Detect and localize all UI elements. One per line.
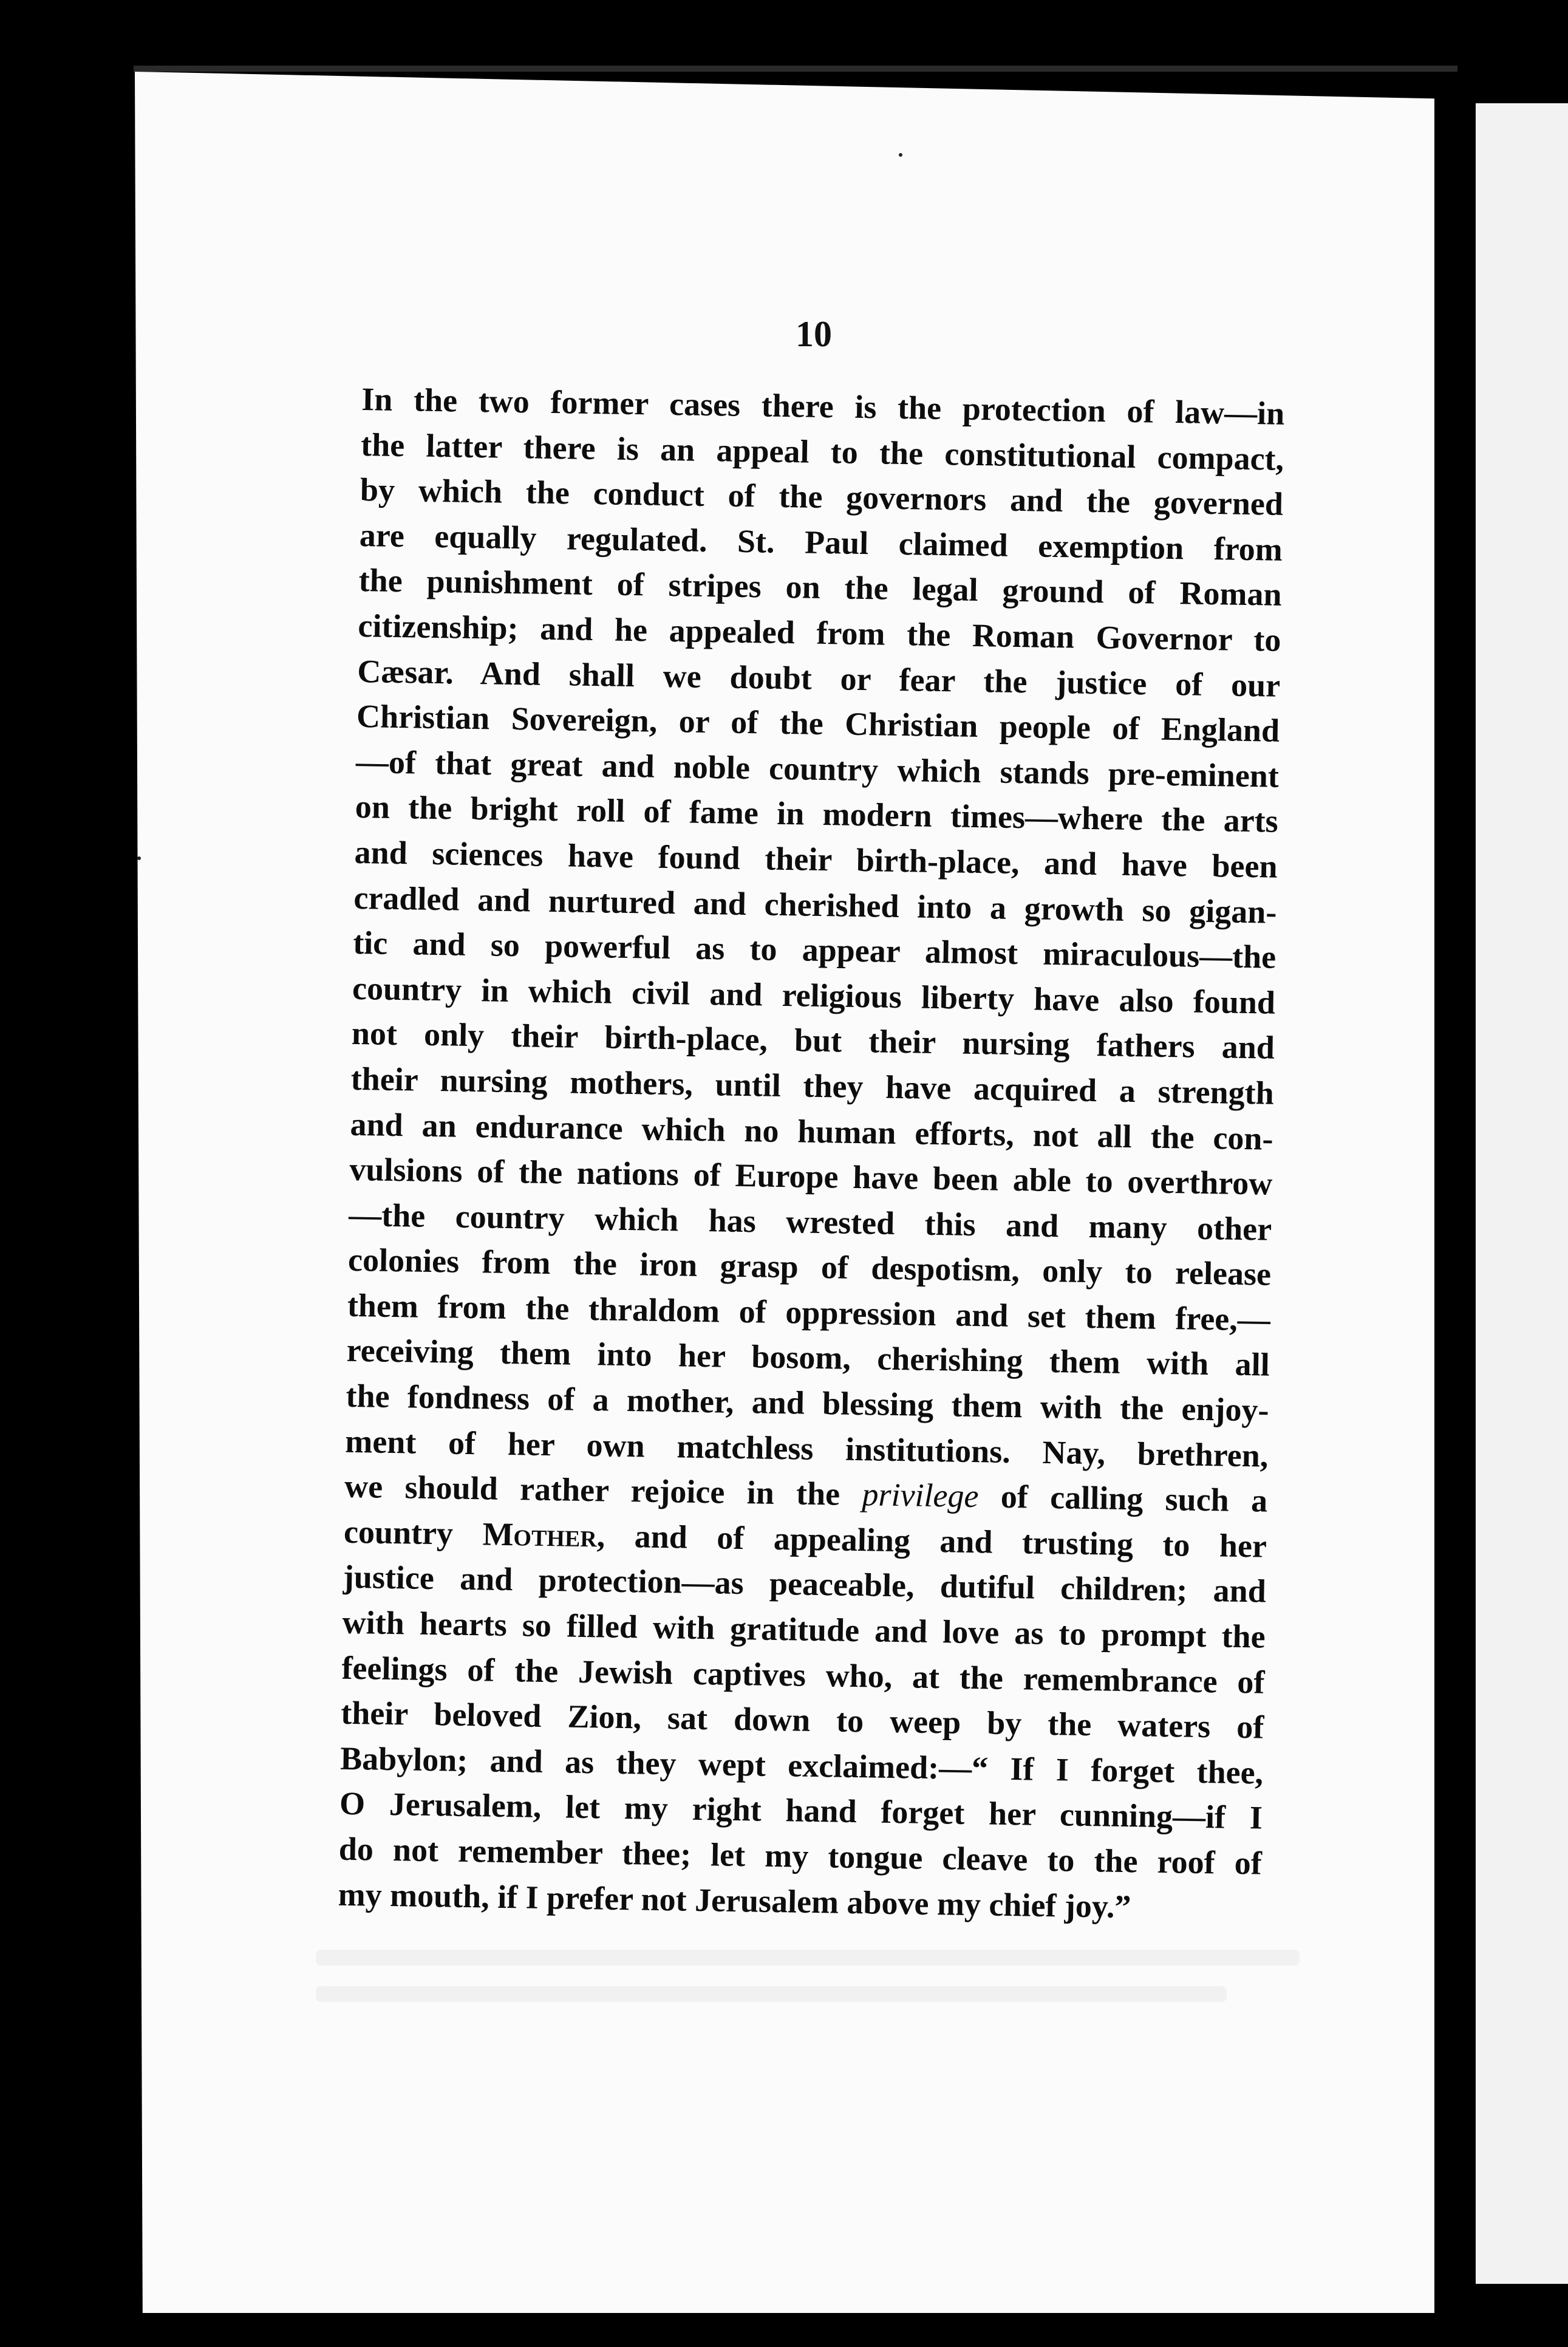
text-line: the latter there is an appeal to the constitutional compact,: [360, 426, 1284, 477]
text-line: and an endurance which no human efforts, not all the con-: [350, 1105, 1273, 1157]
text-line: colonies from the iron grasp of despotism, only to release: [347, 1242, 1272, 1293]
text-line: Christian Sovereign, or of the Christian people of England: [356, 698, 1280, 749]
text-line: do not remember thee; let my tongue cleave to the roof of: [338, 1830, 1263, 1882]
text-line: —the country which has wrested this and many other: [348, 1196, 1272, 1248]
text-line: the punishment of stripes on the legal ground of Roman: [358, 562, 1283, 613]
text-line: my mouth, if I prefer not Jerusalem above my chief joy.”: [338, 1876, 1131, 1925]
italic-word: privilege: [862, 1476, 979, 1515]
text-line: we should rather rejoice in the privilege of calling such a: [344, 1468, 1268, 1519]
text-line: tic and so powerful as to appear almost miraculous—the: [352, 924, 1277, 975]
show-through-text: [316, 1986, 1227, 2002]
text-line: and sciences have found their birth-place, and have been: [354, 833, 1278, 885]
text-line: with hearts so filled with gratitude and love as to prompt the: [342, 1604, 1266, 1655]
text-line: In the two former cases there is the protection of law—in: [361, 380, 1285, 432]
text-line: by which the conduct of the governors and the governed: [360, 471, 1284, 523]
text-line: their nursing mothers, until they have acquired a strength: [350, 1060, 1275, 1112]
text-line: their beloved Zion, sat down to weep by the waters of: [340, 1694, 1264, 1746]
page-speck: [137, 856, 141, 860]
body-text: [338, 377, 1285, 1932]
text-line: them from the thraldom of oppression and set them free,—: [347, 1286, 1271, 1338]
text-line: O Jerusalem, let my right hand forget her cunning—if I: [339, 1785, 1263, 1836]
page-top-edge: [134, 66, 1457, 72]
text-line: country in which civil and religious liberty have also found: [352, 969, 1276, 1021]
text-line: —of that great and noble country which stands pre-eminent: [355, 743, 1280, 794]
text-line: feelings of the Jewish captives who, at the remembrance of: [341, 1649, 1265, 1701]
text-line: Babylon; and as they wept exclaimed:—“ If I forget thee,: [339, 1740, 1264, 1791]
text-line: are equally regulated. St. Paul claimed exemption from: [359, 516, 1283, 568]
text-line: on the bright roll of fame in modern times—where the arts: [355, 788, 1279, 840]
text-line: citizenship; and he appealed from the Roman Governor to: [358, 607, 1281, 658]
page-speck: [899, 153, 902, 157]
text-line: justice and protection—as peaceable, dutiful children; and: [343, 1559, 1267, 1610]
text-line: receiving them into her bosom, cherishing them with all: [346, 1332, 1270, 1384]
page-number: 10: [796, 314, 832, 354]
text-line: cradled and nurtured and cherished into a growth so gigan-: [353, 879, 1277, 931]
show-through-text: [316, 1950, 1300, 1966]
text-line: Cæsar. And shall we doubt or fear the justice of our: [356, 652, 1281, 704]
text-line: vulsions of the nations of Europe have been able to overthrow: [349, 1150, 1273, 1202]
text-line: ment of her own matchless institutions. Nay, brethren,: [344, 1423, 1269, 1474]
text-line: country Mother, and of appealing and trusting to her: [343, 1513, 1267, 1565]
text-line: the fondness of a mother, and blessing them with the enjoy-: [346, 1377, 1269, 1429]
small-caps-word: Mother: [482, 1515, 598, 1554]
adjacent-page-edge: [1476, 103, 1568, 2284]
text-line: not only their birth-place, but their nursing fathers and: [351, 1015, 1275, 1067]
